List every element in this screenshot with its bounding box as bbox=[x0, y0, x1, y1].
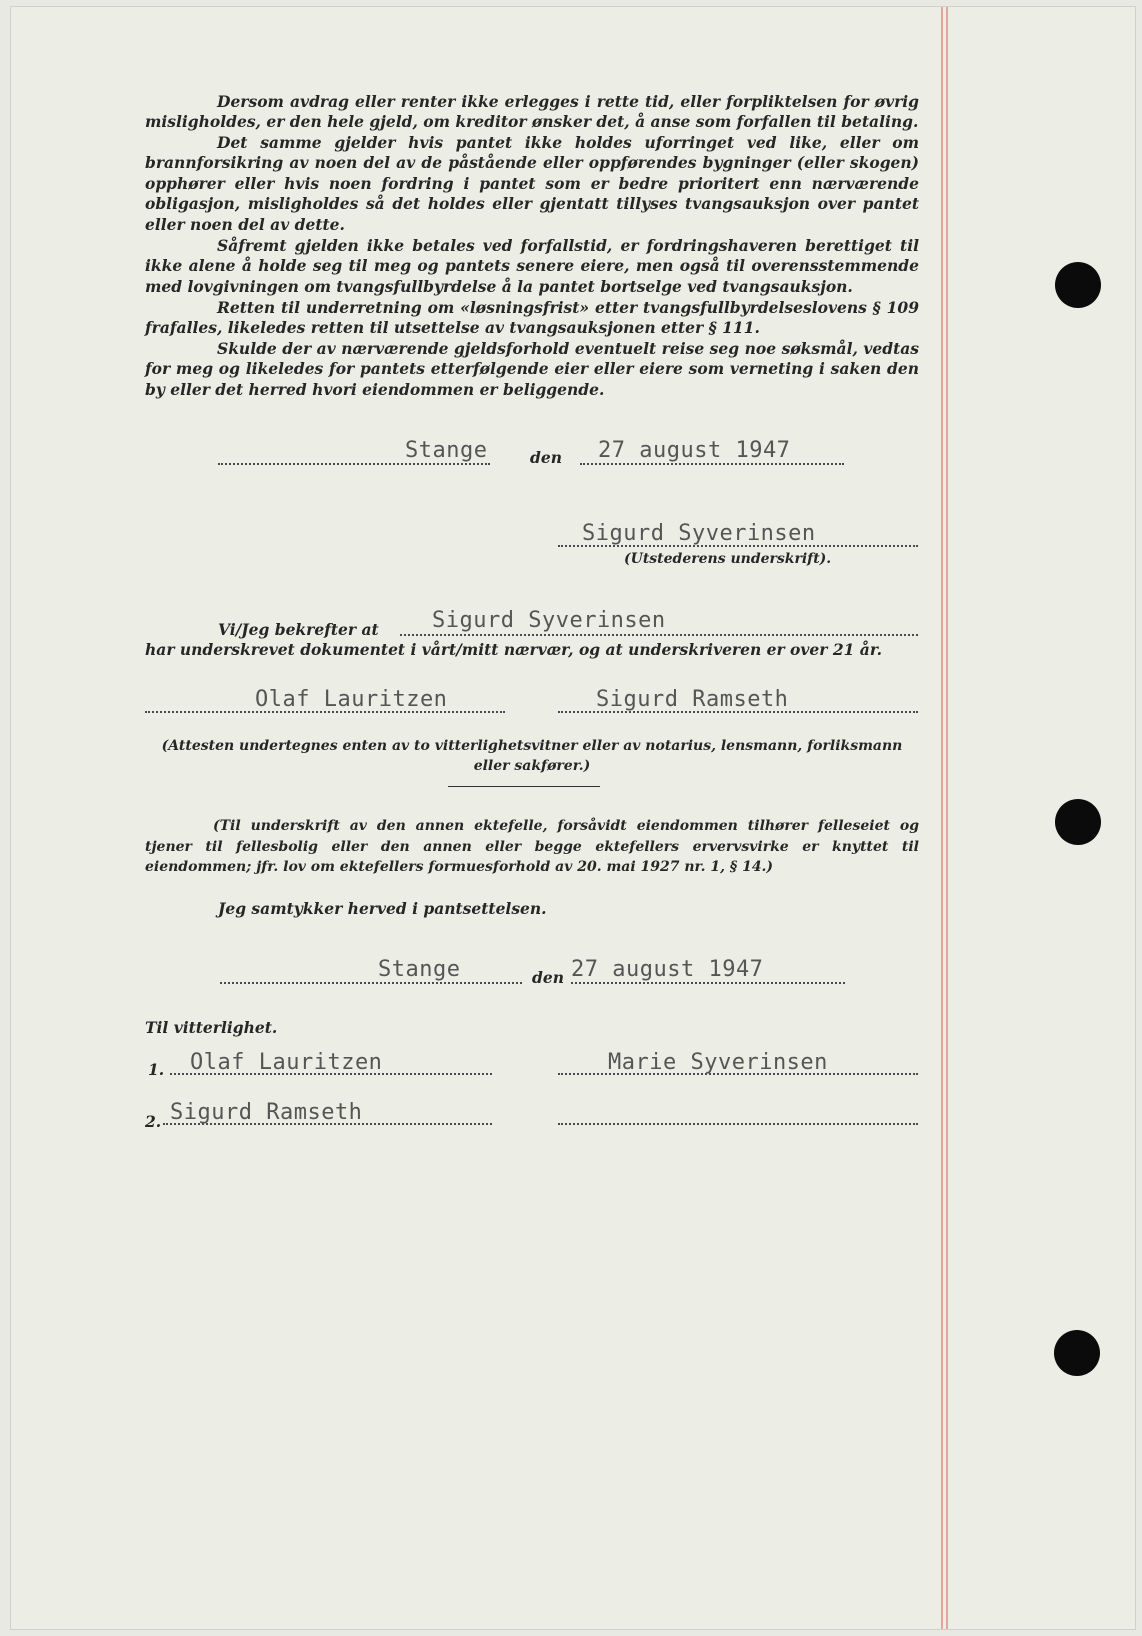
signer-1-signature: Marie Syverinsen bbox=[608, 1050, 828, 1075]
date-line-2 bbox=[571, 982, 845, 984]
place-handwriting-2: Stange bbox=[378, 957, 461, 982]
witness-2-signature: Sigurd Ramseth bbox=[170, 1100, 363, 1125]
punch-hole bbox=[1055, 262, 1101, 308]
separator-line bbox=[448, 786, 600, 787]
witness-right: Sigurd Ramseth bbox=[596, 687, 789, 712]
signer-2-line bbox=[558, 1123, 918, 1125]
terms-paragraph-1: Dersom avdrag eller renter ikke erlegges i rette tid, eller forpliktelsen for øvrig misligholdes, er den hele gjeld, om kreditor ønsker det, å anse som forfallen til betaling. bbox=[145, 92, 919, 132]
issuer-signature: Sigurd Syverinsen bbox=[582, 521, 816, 546]
attest-note: (Attesten undertegnes enten av to vitterlighetsvitner eller av notarius, lensmann, forliksmann eller sakfører.) bbox=[161, 738, 903, 774]
den-label: den bbox=[530, 448, 562, 467]
witness-left: Olaf Lauritzen bbox=[255, 687, 448, 712]
consent-text: Jeg samtykker herved i pantsettelsen. bbox=[218, 899, 547, 918]
witness-1-signature: Olaf Lauritzen bbox=[190, 1050, 383, 1075]
issuer-caption: (Utstederens underskrift). bbox=[624, 551, 832, 567]
terms-paragraph-2: Det samme gjelder hvis pantet ikke holdes uforringet ved like, eller om brannforsikring av noen del av de påstående eller oppførendes bygninger (eller skogen) opphører eller hvis noen fordring i pantet som er bedre prioritert enn nærværende obligasjon, misligholdes så det holdes eller gjentatt tillyses tvangsauksjon over pantet eller noen del av dette. bbox=[145, 133, 919, 234]
witness-number-2: 2. bbox=[145, 1112, 162, 1131]
place-line-2 bbox=[220, 982, 522, 984]
margin-line bbox=[941, 7, 943, 1629]
confirmation-name-line bbox=[400, 634, 918, 636]
til-vitterlighet: Til vitterlighet. bbox=[145, 1018, 278, 1037]
punch-hole bbox=[1055, 799, 1101, 845]
terms-paragraph-3: Såfremt gjelden ikke betales ved forfallstid, er fordringshaveren berettiget til ikke alene å holde seg til meg og pantets senere eiere, men også til overensstemmende med lovgivningen om tvangsfullbyrdelse å la pantet bortselge ved tvangsauksjon. bbox=[145, 236, 919, 296]
date-line bbox=[580, 463, 844, 465]
witness-number-1: 1. bbox=[148, 1060, 165, 1079]
confirmation-text: har underskrevet dokumentet i vårt/mitt nærvær, og at underskriveren er over 21 år. bbox=[145, 640, 882, 659]
margin-line-2 bbox=[946, 7, 948, 1629]
date-handwriting-2: 27 august 1947 bbox=[571, 957, 764, 982]
place-line bbox=[218, 463, 490, 465]
date-handwriting: 27 august 1947 bbox=[598, 438, 791, 463]
den-label-2: den bbox=[532, 968, 564, 987]
punch-hole bbox=[1054, 1330, 1100, 1376]
place-handwriting: Stange bbox=[405, 438, 488, 463]
terms-paragraph-5: Skulde der av nærværende gjeldsforhold eventuelt reise seg noe søksmål, vedtas for meg og likeledes for pantets etterfølgende eier eller eiere som verneting i saken den by eller det herred hvori eiendommen er beliggende. bbox=[145, 339, 919, 399]
terms-paragraph-4: Retten til underretning om «løsningsfrist» etter tvangsfullbyrdelseslovens § 109 frafalles, likeledes retten til utsettelse av tvangsauksjonen etter § 111. bbox=[145, 298, 919, 338]
spouse-note: (Til underskrift av den annen ektefelle, forsåvidt eiendommen tilhører felleseiet og tjener til fellesbolig eller den annen eller begge ektefellers ervervsvirke er knyttet til eiendommen; jfr. lov om ektefellers formuesforhold av 20. mai 1927 nr. 1, § 14.) bbox=[145, 818, 919, 875]
confirmation-prefix: Vi/Jeg bekrefter at bbox=[218, 620, 379, 639]
confirmation-name: Sigurd Syverinsen bbox=[432, 608, 666, 633]
